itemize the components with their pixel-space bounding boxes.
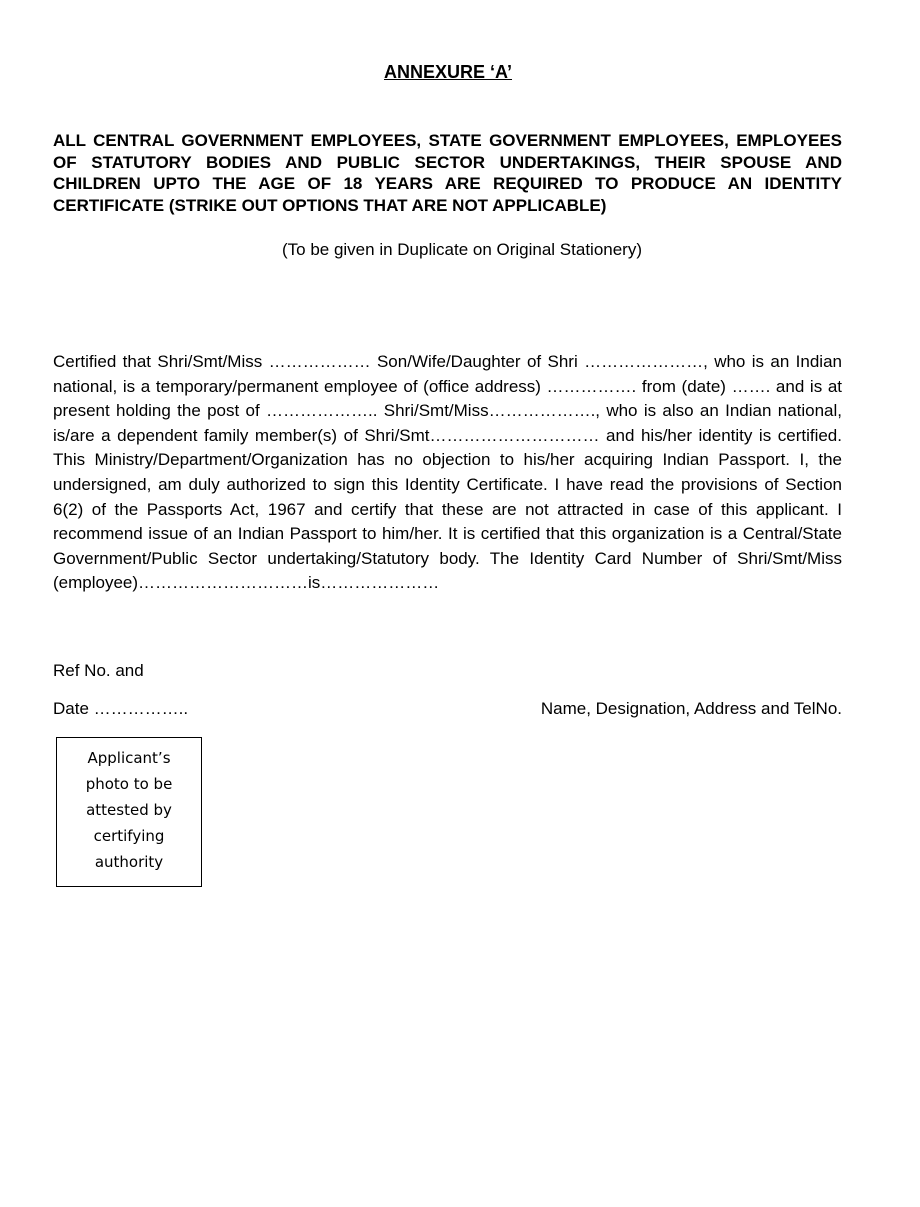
duplicate-note: (To be given in Duplicate on Original Stationery): [281, 240, 643, 259]
certificate-paragraph: Certified that Shri/Smt/Miss ……………… Son/Wife/Daughter of Shri …………………, who is an Indian national, is a temporary/permanent employee of (office address) ……………. from (date) ……. and is at present holding the post of ……………….. Shri/Smt/Miss………………., who is also an Indian national, is/are a dependent family member(s) of Shri/Smt………………………… and his/her identity is certified. This Ministry/Department/Organization has no objection to his/her acquiring Indian Passport. I, the undersigned, am duly authorized to sign this Identity Certificate. I have read the provisions of Section 6(2) of the Passports Act, 1967 and certify that these are not attracted in case of this applicant. I recommend issue of an Indian Passport to him/her. It is certified that this organization is a Central/State Government/Public Sector undertaking/Statutory body. The Identity Card Number of Shri/Smt/Miss (employee)…………………………is…………………: [53, 352, 842, 593]
document-heading: ALL CENTRAL GOVERNMENT EMPLOYEES, STATE GOVERNMENT EMPLOYEES, EMPLOYEES OF STATUTORY BODIES AND PUBLIC SECTOR UNDERTAKINGS, THEIR SPOUSE AND CHILDREN UPTO THE AGE OF 18 YEARS ARE REQUIRED TO PRODUCE AN IDENTITY CERTIFICATE (STRIKE OUT OPTIONS THAT ARE NOT APPLICABLE): [53, 131, 842, 215]
signature-block-label: Name, Designation, Address and TelNo.: [540, 699, 842, 718]
date-label: Date ……………..: [53, 699, 189, 718]
ref-number-label: Ref No. and: [53, 661, 144, 680]
applicant-photo-box: [56, 737, 202, 887]
photo-box-text: Applicant’s photo to be attested by certifying authority: [85, 749, 173, 871]
annexure-title: ANNEXURE ‘A’: [383, 62, 513, 82]
